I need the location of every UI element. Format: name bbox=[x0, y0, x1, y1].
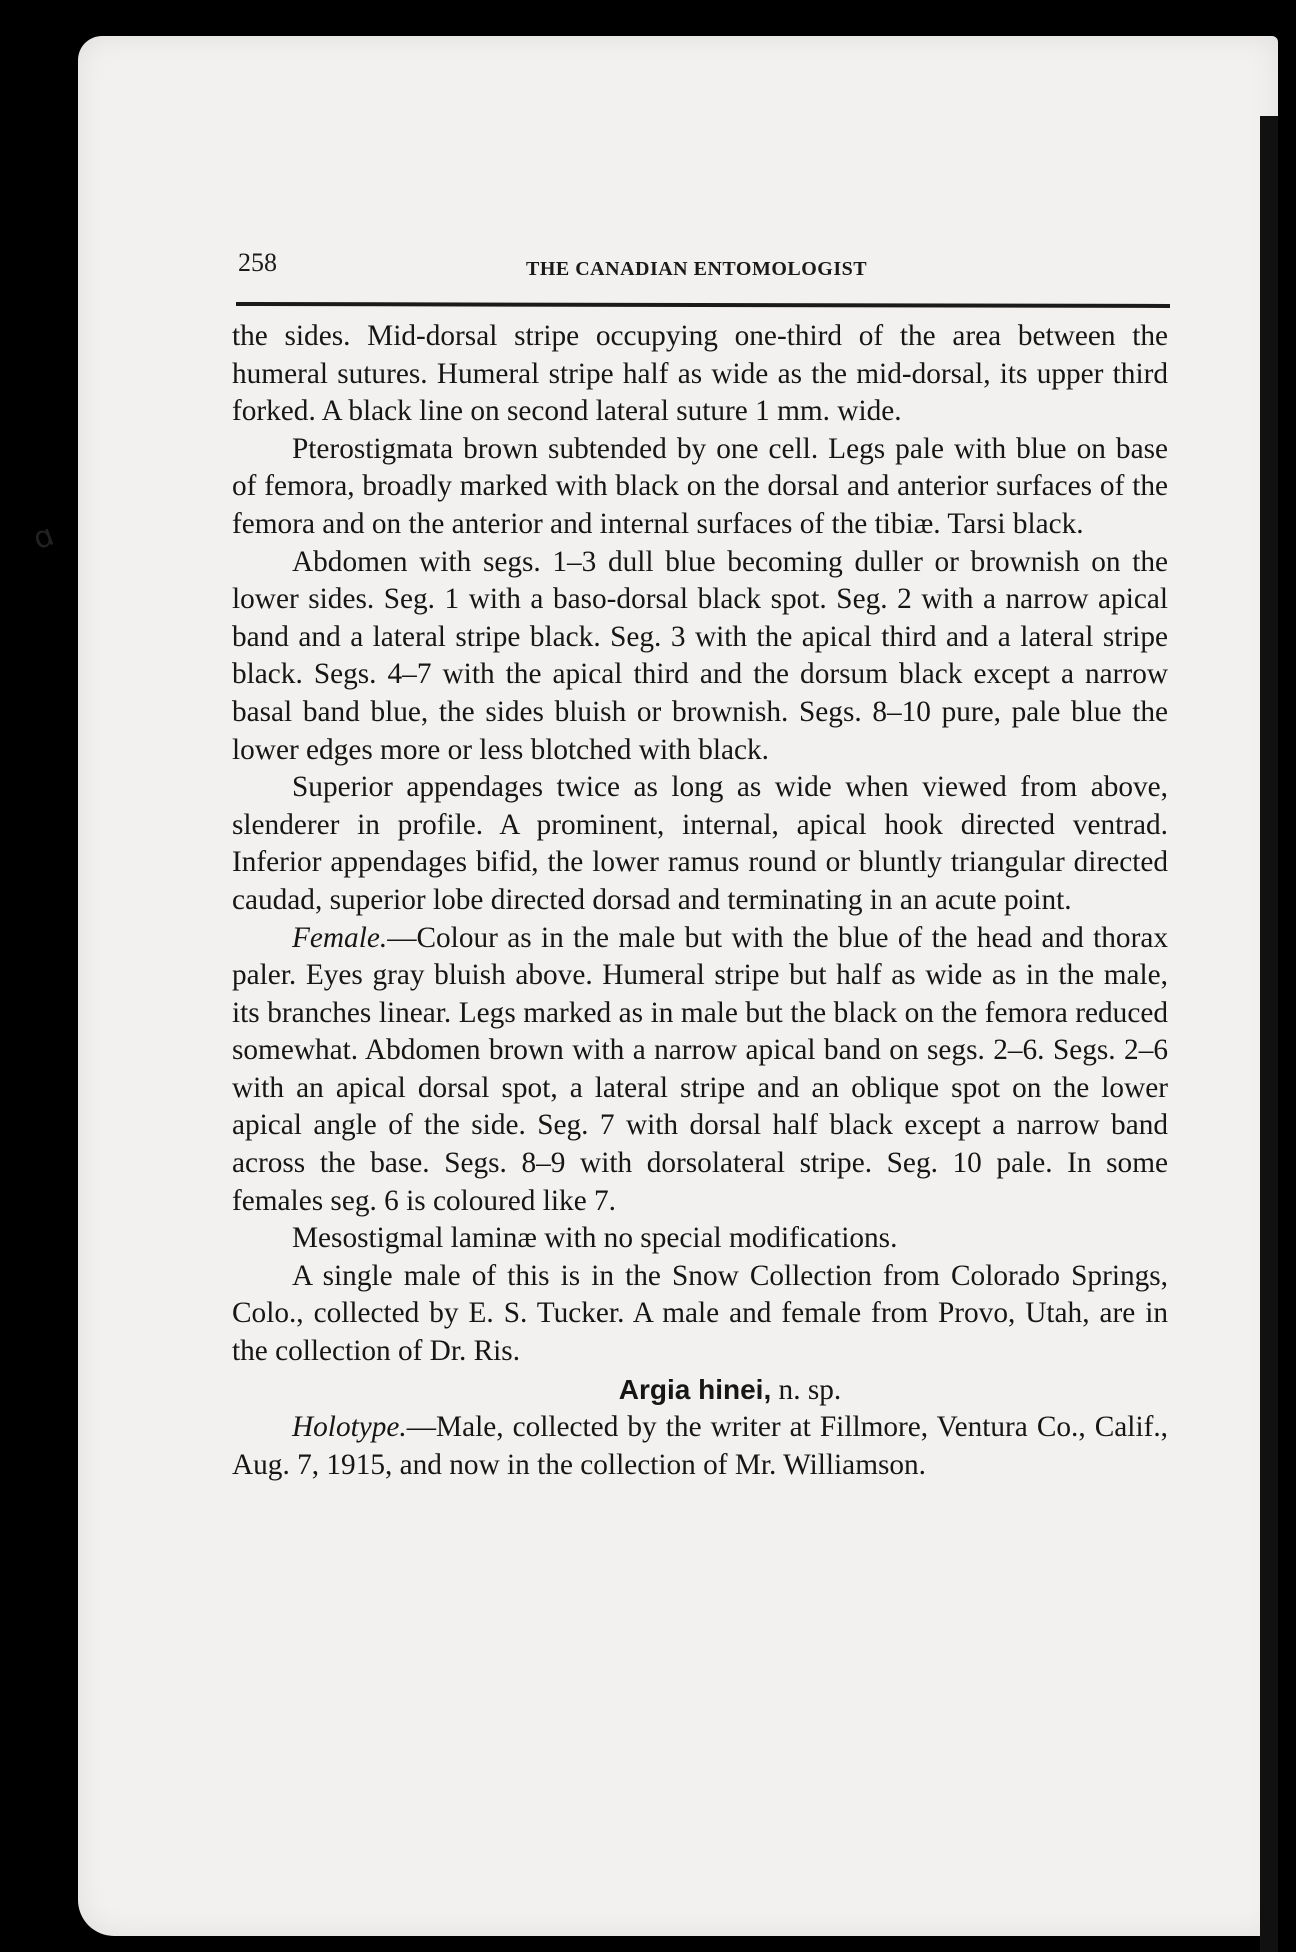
species-heading bbox=[232, 1371, 1168, 1410]
species-name: Argia hinei, bbox=[618, 1373, 772, 1405]
paragraph: A single male of this is in the Snow Collection from Colorado Springs, Colo., collected by E. S. Tucker. A male and female from Provo, Utah, are in the collection of Dr. Ris. bbox=[232, 1259, 1168, 1368]
paragraph: Pterostigmata brown subtended by one cell. Legs pale with blue on base of femora, broadly marked with black on the dorsal and anterior surfaces of the femora and on the anterior and internal surfaces of the tibiæ. Tarsi black. bbox=[232, 432, 1168, 540]
female-label: Female. bbox=[292, 921, 388, 954]
page-header bbox=[236, 240, 1170, 290]
holotype-label: Holotype. bbox=[292, 1411, 407, 1444]
holotype-paragraph bbox=[232, 1409, 1168, 1484]
female-paragraph bbox=[232, 920, 1168, 1221]
paragraph: Superior appendages twice as long as wide when viewed from above, slenderer in profile. A prominent, internal, apical hook directed ventrad. Inferior appendages bifid, the lower ramus round or bluntly triangular directed caudad, superior lobe directed dorsad and terminating in an acute point. bbox=[232, 771, 1168, 916]
paragraph: Abdomen with segs. 1–3 dull blue becoming duller or brownish on the lower sides. Seg. 1 with a baso-dorsal black spot. Seg. 2 with a narrow apical band and a lateral stripe black. Seg. 3 with the apical third and a lateral stripe black. Segs. 4–7 with the apical third and the dorsum black except a narrow basal band blue, the sides bluish or brownish. Segs. 8–10 pure, pale blue the lower edges more or less blotched with black. bbox=[232, 545, 1168, 766]
margin-pencil-mark: ɑ bbox=[28, 517, 59, 558]
female-text: —Colour as in the male but with the blue of the head and thorax paler. Eyes gray bluish above. Humeral stripe but half as wide as in the male, its branches linear. Legs marked as in male but the black on the femora reduced somewhat. Abdomen brown with a narrow apical band on segs. 2–6. Segs. 2–6 with an apical dorsal spot, a lateral stripe and an oblique spot on the lower apical angle of the side. Seg. 7 with dorsal half black except a narrow band across the base. Segs. 8–9 with dorsolateral stripe. Seg. 10 pale. In some females seg. 6 is coloured like 7. bbox=[232, 921, 1168, 1217]
page-edge-shadow bbox=[1260, 116, 1278, 1952]
species-suffix: n. sp. bbox=[771, 1373, 842, 1406]
holotype-text: —Male, collected by the writer at Fillmore, Ventura Co., Calif., Aug. 7, 1915, and now in the collection of Mr. Williamson. bbox=[232, 1411, 1168, 1481]
page-number: 258 bbox=[238, 248, 277, 277]
paragraph: the sides. Mid-dorsal stripe occupying one-third of the area between the humeral sutures. Humeral stripe half as wide as the mid-dorsal, its upper third forked. A black line on second lateral suture 1 mm. wide. bbox=[232, 320, 1168, 428]
paragraph: Mesostigmal laminæ with no special modifications. bbox=[292, 1222, 898, 1255]
body-text bbox=[232, 318, 1168, 1484]
running-head: THE CANADIAN ENTOMOLOGIST bbox=[526, 258, 868, 280]
